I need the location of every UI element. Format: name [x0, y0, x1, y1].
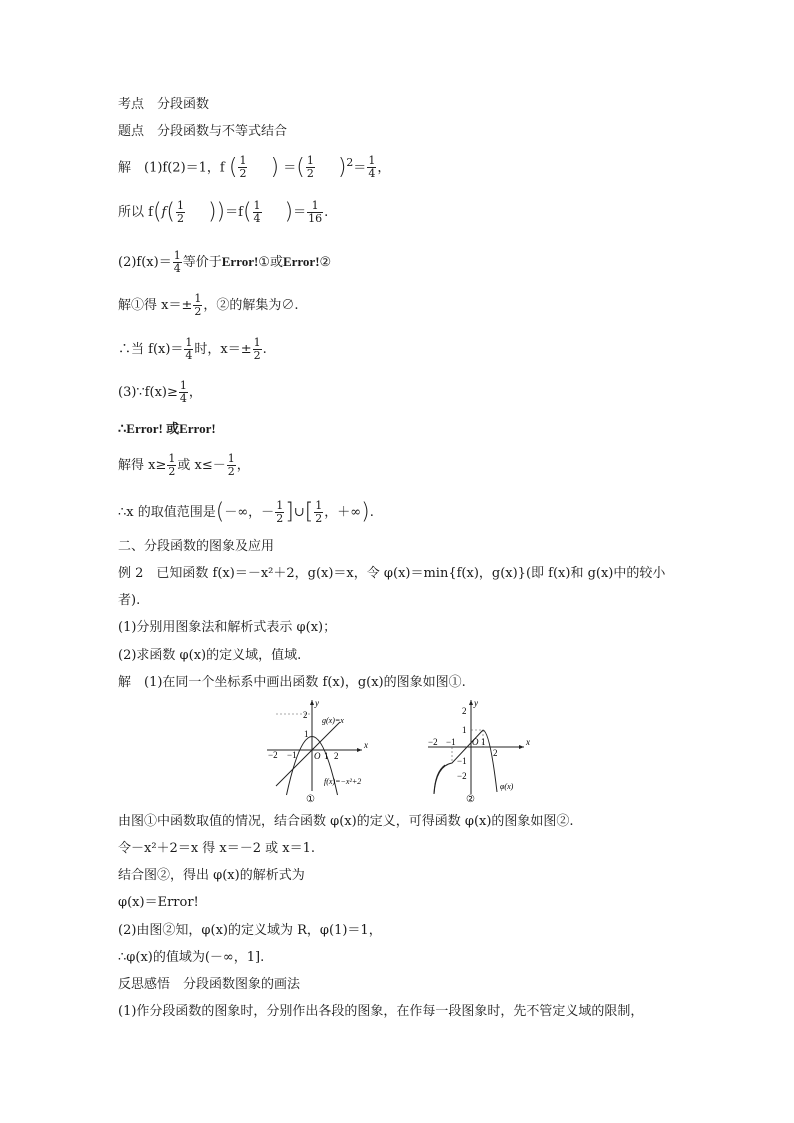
text: .: [262, 342, 267, 357]
text: 解①得 x＝±: [118, 298, 193, 313]
solution-2-line-2: [118, 293, 299, 318]
x-tick-1: 1: [324, 751, 329, 761]
solution-3-line-1: [118, 380, 202, 405]
paren: (: [215, 499, 225, 525]
y-tick-2: 2: [462, 706, 467, 716]
x-tick-2: 2: [334, 751, 339, 761]
paren: (: [296, 154, 305, 180]
origin-label: O: [314, 751, 321, 761]
text: .: [324, 205, 329, 220]
question-2: (2)求函数 φ(x)的定义域，值域.: [118, 648, 302, 663]
x-tick-neg2: −2: [268, 750, 278, 760]
text: ，: [188, 385, 202, 400]
text-line: 结合图②，得出 φ(x)的解析式为: [118, 868, 305, 883]
paren: ): [337, 154, 347, 180]
paren: (: [166, 199, 175, 225]
y-arrow: [469, 700, 473, 705]
figure-2-caption: ②: [466, 794, 475, 805]
solution-1-line-2: 所以 f(f( $\frac{1}{2}$ ))＝f( $\frac{1}{4}$ )＝ $\frac{1}{16}$ .: [118, 199, 329, 225]
text: ∴当 f(x)＝: [118, 342, 184, 357]
paren: (: [152, 199, 162, 225]
paren: (: [242, 199, 252, 225]
fraction-quarter: $\frac{1}{4}$: [368, 154, 376, 181]
g-label: g(x)=x: [322, 716, 344, 725]
fraction-quarter: $\frac{1}{4}$: [185, 336, 193, 362]
x-tick-neg1: −1: [446, 737, 456, 747]
fraction-half: $\frac{1}{2}$: [227, 452, 235, 478]
x-axis-label: x: [364, 740, 368, 750]
example-2-line-1: 例 2 已知函数 f(x)＝－x²＋2，g(x)＝x，令 φ(x)＝min{f(x)，g(x)}(即 f(x)和 g(x)中的较小: [118, 566, 666, 581]
tidian-label: 题点 分段函数与不等式结合: [118, 124, 288, 139]
section-title: 二、分段函数的图象及应用: [118, 539, 275, 554]
text: ∴x 的取值范围是: [118, 505, 216, 520]
exponent: 2: [346, 156, 354, 169]
paren: ): [270, 154, 280, 180]
text-line: 由图①中函数取值的情况，结合函数 φ(x)的定义，可得函数 φ(x)的图象如图②.: [118, 814, 574, 829]
y-axis-label: y: [474, 698, 478, 708]
paren: (: [228, 154, 238, 180]
fraction-quarter: $\frac{1}{4}$: [253, 199, 261, 225]
solution-1-line-1: [118, 154, 390, 180]
text: ＝: [353, 160, 367, 176]
phi-label: φ(x): [500, 782, 514, 791]
text: 时，x＝±: [194, 342, 252, 357]
text: ①或: [258, 255, 283, 270]
paren: ): [284, 199, 294, 225]
solution-3-line-4: [118, 500, 374, 525]
x-tick-1: 1: [481, 737, 486, 747]
fraction-sixteenth: $\frac{1}{16}$: [308, 199, 323, 225]
fraction-half: $\frac{1}{2}$: [276, 499, 284, 525]
fraction-half: $\frac{1}{2}$: [176, 199, 184, 225]
text: 或 x≤－: [177, 458, 226, 473]
fraction-half: $\frac{1}{2}$: [253, 336, 261, 362]
x-axis-label: x: [526, 737, 530, 747]
origin-label: O: [472, 737, 479, 747]
reflection-title: 反思感悟 分段函数图象的画法: [118, 977, 301, 992]
fraction-half: $\frac{1}{2}$: [168, 452, 176, 478]
x-arrow: [519, 745, 524, 749]
text-line: ∴φ(x)的值域为(－∞，1].: [118, 950, 265, 965]
kaodian-label: 考点 分段函数: [118, 97, 210, 112]
fraction-half: $\frac{1}{2}$: [315, 499, 323, 525]
error-text: Error!: [221, 254, 259, 269]
x-tick-neg2: −2: [428, 737, 438, 747]
paren: )): [207, 199, 226, 225]
text: 所以 f: [118, 205, 153, 220]
y-tick-2: 2: [303, 710, 308, 720]
x-tick-neg1: −1: [287, 750, 297, 760]
y-tick-neg2: −2: [457, 771, 467, 781]
x-arrow: [357, 748, 362, 752]
figure-1: [262, 696, 382, 806]
text: 解得 x≥: [118, 458, 167, 473]
solution-3-line-3: [118, 453, 250, 478]
y-tick-neg1: −1: [457, 756, 467, 766]
solution-3-line-2: ∴Error! 或Error!: [118, 421, 216, 436]
fraction-half: $\frac{1}{2}$: [194, 292, 202, 318]
y-tick-1: 1: [462, 725, 467, 735]
paren: ): [361, 499, 370, 525]
solution-2-line-1: [118, 250, 331, 275]
text: ②: [319, 255, 332, 270]
example-2-line-2: 者).: [118, 593, 141, 608]
text-line: (1)作分段函数的图象时，分别作出各段的图象，在作每一段图象时，先不管定义域的限制，: [118, 1004, 644, 1019]
text-line: φ(x)＝Error!: [118, 895, 199, 910]
figure-2: [424, 696, 534, 806]
x-tick-2: 2: [493, 748, 498, 758]
solution-intro: 解 (1)在同一个坐标系中画出函数 f(x)，g(x)的图象如图①.: [118, 675, 466, 690]
fraction-quarter: $\frac{1}{4}$: [173, 249, 181, 275]
paren: ]: [285, 499, 294, 525]
text: (2)f(x)＝: [118, 255, 172, 270]
text: (3)∵f(x)≥: [118, 385, 178, 400]
y-axis-label: y: [315, 698, 319, 708]
solution-2-line-3: [118, 337, 267, 362]
y-tick-1: 1: [304, 729, 309, 739]
text: .: [369, 505, 374, 520]
figure-1-caption: ①: [306, 794, 315, 805]
error-text: Error!: [282, 254, 320, 269]
fraction-half: $\frac{1}{2}$: [306, 154, 314, 181]
phi-curve-tail: [434, 765, 445, 794]
fraction-half: $\frac{1}{2}$: [239, 154, 247, 181]
text: ＝f: [225, 205, 243, 220]
text: －∞，－: [224, 505, 275, 520]
paren: [: [304, 499, 314, 525]
text: ，: [377, 160, 391, 176]
question-1: (1)分别用图象法和解析式表示 φ(x)；: [118, 620, 337, 635]
y-arrow: [310, 700, 314, 705]
text-line: (2)由图②知，φ(x)的定义域为 R，φ(1)＝1，: [118, 923, 382, 938]
text: 等价于: [182, 255, 222, 270]
fraction-quarter: $\frac{1}{4}$: [179, 379, 187, 405]
text: ，②的解集为∅.: [203, 298, 299, 313]
text: ，＋∞: [324, 505, 362, 520]
text: ＝: [293, 205, 307, 220]
text: ＝: [283, 160, 297, 176]
f-label: f(x)=−x²+2: [324, 777, 362, 786]
text: ∪: [293, 505, 305, 520]
text: ，: [236, 458, 250, 473]
text-line: 令－x²＋2＝x 得 x＝－2 或 x＝1.: [118, 841, 316, 856]
text: 解 (1)f(2)＝1，f: [118, 160, 225, 176]
